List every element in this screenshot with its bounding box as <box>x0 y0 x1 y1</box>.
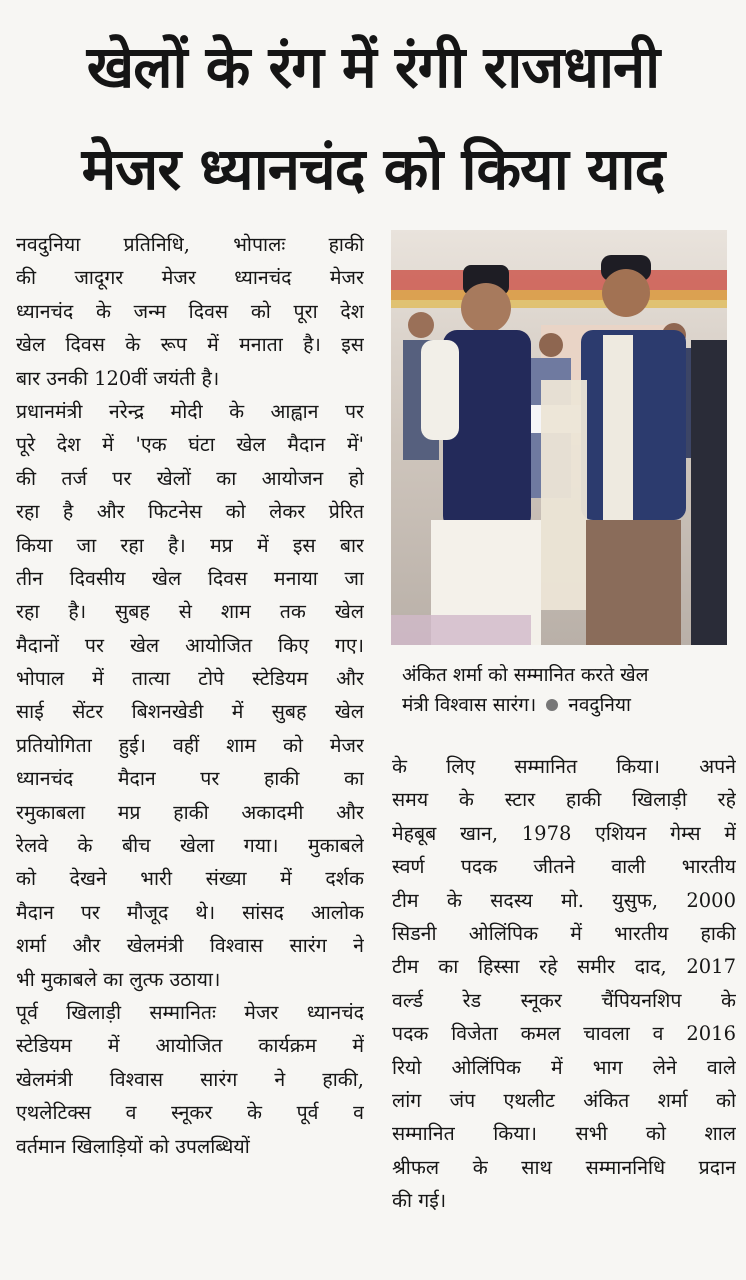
article-line: मैदान पर मौजूद थे। सांसद आलोक <box>16 900 364 924</box>
article-line: खेल दिवस के रूप में मनाता है। इस <box>16 333 364 357</box>
article-line: के लिए सम्मानित किया। अपने <box>392 755 736 778</box>
article-line: साई सेंटर बिशनखेडी में सुबह खेल <box>16 700 364 724</box>
article-line: को देखने भारी संख्या में दर्शक <box>16 867 364 891</box>
article-line: पदक विजेता कमल चावला व 2016 <box>392 1022 736 1046</box>
article-line: रियो ओलिंपिक में भाग लेने वाले <box>392 1055 736 1079</box>
article-column-left <box>16 228 364 1163</box>
article-column-right <box>392 750 736 1217</box>
article-line: टीम का हिस्सा रहे समीर दाद, 2017 <box>392 955 736 979</box>
article-line: रहा है और फिटनेस को लेकर प्रेरित <box>16 500 364 524</box>
article-line: स्टेडियम में आयोजित कार्यक्रम में <box>16 1034 364 1058</box>
article-line: की तर्ज पर खेलों का आयोजन हो <box>16 466 364 490</box>
article-line: तीन दिवसीय खेल दिवस मनाया जा <box>16 566 364 590</box>
article-line: शर्मा और खेलमंत्री विश्वास सारंग ने <box>16 934 364 958</box>
article-line: भोपाल में तात्या टोपे स्टेडियम और <box>16 667 364 691</box>
award-ceremony-photo <box>391 230 727 645</box>
caption-line-1: अंकित शर्मा को सम्मानित करते खेल <box>402 664 649 686</box>
article-line: लांग जंप एथलीट अंकित शर्मा को <box>392 1088 736 1112</box>
article-line: टीम के सदस्य मो. युसुफ, 2000 <box>392 888 736 912</box>
article-line: नवदुनिया प्रतिनिधि, भोपालः हाकी <box>16 233 364 256</box>
headline-line-1: खेलों के रंग में रंगी राजधानी <box>86 33 660 101</box>
article-line: पूर्व खिलाड़ी सम्मानितः मेजर ध्यानचंद <box>16 1000 364 1024</box>
article-line: मैदानों पर खेल आयोजित किए गए। <box>16 633 364 657</box>
article-line: खेलमंत्री विश्वास सारंग ने हाकी, <box>16 1067 364 1091</box>
article-line: समय के स्टार हाकी खिलाड़ी रहे <box>392 788 736 812</box>
caption-line-2 <box>402 690 732 720</box>
article-line: रेलवे के बीच खेला गया। मुकाबले <box>16 834 364 858</box>
headline-line-2: मेजर ध्यानचंद को किया याद <box>81 135 665 203</box>
article-line: की गई। <box>392 1189 447 1213</box>
caption-text: मंत्री विश्वास सारंग। <box>402 694 537 716</box>
article-line: पूरे देश में 'एक घंटा खेल मैदान में' <box>16 433 364 457</box>
article-line: सम्मानित किया। सभी को शाल <box>392 1122 736 1146</box>
article-line: प्रधानमंत्री नरेन्द्र मोदी के आह्वान पर <box>16 399 364 423</box>
article-line: रमुकाबला मप्र हाकी अकादमी और <box>16 800 364 824</box>
article-line: ध्यानचंद मैदान पर हाकी का <box>16 767 364 791</box>
article-line: मेहबूब खान, 1978 एशियन गेम्स में <box>392 821 736 845</box>
article-line: ध्यानचंद के जन्म दिवस को पूरा देश <box>16 299 364 323</box>
article-line: सिडनी ओलिंपिक में भारतीय हाकी <box>392 921 736 945</box>
article-line: की जादूगर मेजर ध्यानचंद मेजर <box>16 266 364 290</box>
article-line: एथलेटिक्स व स्नूकर के पूर्व व <box>16 1101 364 1125</box>
bullet-icon <box>546 699 558 711</box>
article-line: वर्ल्ड रेड स्नूकर चैंपियनशिप के <box>392 988 736 1012</box>
article-line: स्वर्ण पदक जीतने वाली भारतीय <box>392 855 736 879</box>
article-line: श्रीफल के साथ सम्माननिधि प्रदान <box>392 1155 736 1179</box>
photo-credit: नवदुनिया <box>568 694 631 716</box>
article-line: वर्तमान खिलाड़ियों को उपलब्धियों <box>16 1134 250 1158</box>
photo-caption <box>402 660 732 720</box>
article-line: रहा है। सुबह से शाम तक खेल <box>16 600 364 624</box>
article-line: भी मुकाबले का लुत्फ उठाया। <box>16 967 221 991</box>
article-line: बार उनकी 120वीं जयंती है। <box>16 366 220 390</box>
article-line: किया जा रहा है। मप्र में इस बार <box>16 533 364 557</box>
article-line: प्रतियोगिता हुई। वहीं शाम को मेजर <box>16 733 364 757</box>
news-photo <box>391 230 727 645</box>
